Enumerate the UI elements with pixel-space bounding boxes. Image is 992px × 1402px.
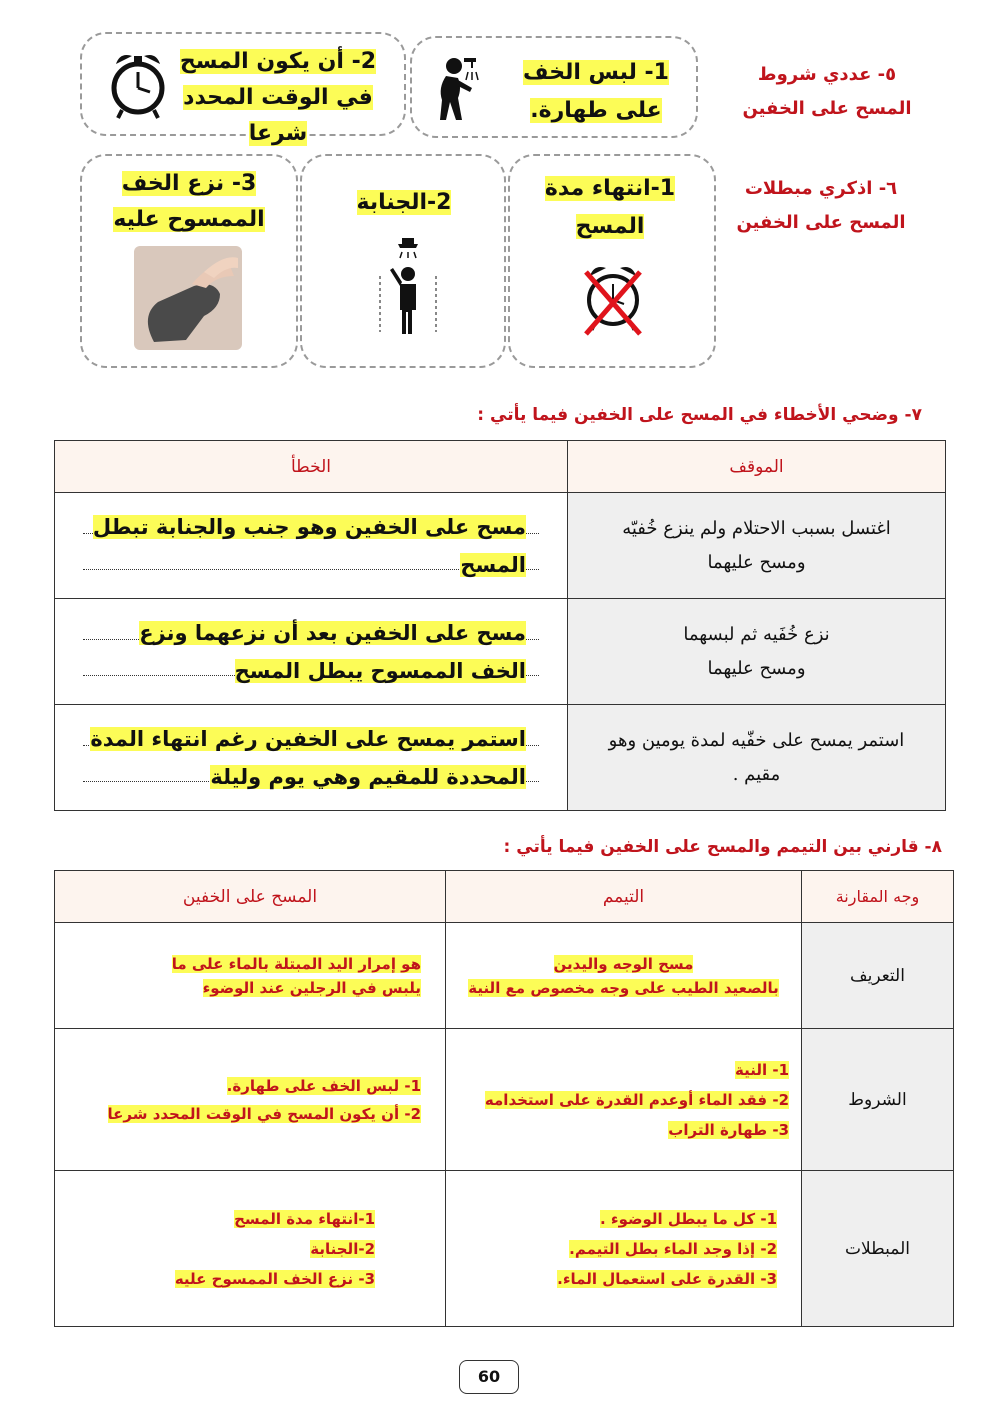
q7-header-situation: الموقف bbox=[568, 441, 946, 493]
q8-mash-conditions: 1- لبس الخف على طهارة. 2- أن يكون المسح في الوقت المحدد شرعا bbox=[55, 1029, 446, 1171]
q8-aspect-nullifiers: المبطلات bbox=[802, 1171, 954, 1327]
q8-table bbox=[54, 870, 954, 1327]
q7-error-1: مسح على الخفين وهو جنب والجنابة تبطل المسح bbox=[92, 514, 526, 577]
q8-mash-definition: هو إمرار اليد المبتلة بالماء على ما يلبس في الرجلين عند الوضوء bbox=[55, 923, 446, 1029]
q7-error-3: استمر يمسح على الخفين رغم انتهاء المدة المحددة للمقيم وهي يوم وليلة bbox=[90, 726, 526, 789]
q7-table bbox=[54, 440, 946, 811]
q5-question: ٥- عددي شروط المسح على الخفين bbox=[742, 64, 912, 119]
q5-answer-box-2 bbox=[80, 32, 406, 146]
q6-answer-box-3 bbox=[80, 154, 298, 368]
q8-aspect-conditions: الشروط bbox=[802, 1029, 954, 1171]
q6-answer-2: 2-الجنابة bbox=[356, 190, 452, 215]
q6-answer-1: 1-انتهاء مدة المسح bbox=[544, 176, 676, 239]
q6-answer-box-1 bbox=[508, 154, 716, 368]
q8-tayammum-conditions: 1- النية 2- فقد الماء أوعدم القدرة على استخدامه 3- طهارة التراب bbox=[446, 1029, 802, 1171]
crossed-alarm-clock-icon bbox=[580, 258, 646, 342]
alarm-clock-icon bbox=[110, 46, 166, 126]
q8-header-tayammum: التيمم bbox=[446, 871, 802, 923]
q8-header-aspect: وجه المقارنة bbox=[802, 871, 954, 923]
sock-removal-image bbox=[134, 246, 242, 354]
shower-icon bbox=[378, 236, 438, 340]
q8-tayammum-nullifiers: 1- كل ما يبطل الوضوء . 2- إذا وجد الماء بطل التيمم. 3- القدرة على استعمال الماء. bbox=[446, 1171, 802, 1327]
q7-situation-1: اغتسل بسبب الاحتلام ولم ينزع خُفيّه ومسح عليهما bbox=[568, 493, 946, 599]
q7-situation-2: نزع خُفَيه ثم لبسهما ومسح عليهما bbox=[568, 599, 946, 705]
q7-title: ٧- وضحي الأخطاء في المسح على الخفين فيما يأتي : bbox=[477, 405, 922, 425]
q5-answer-1: 1- لبس الخف على طهارة. bbox=[523, 60, 669, 123]
q8-header-mash: المسح على الخفين bbox=[55, 871, 446, 923]
q7-error-cell-2 bbox=[55, 599, 568, 705]
person-washing-icon bbox=[428, 54, 480, 126]
q7-situation-3: استمر يمسح على خفّيه لمدة يومين وهو مقيم . bbox=[568, 705, 946, 811]
q8-title: ٨- قارني بين التيمم والمسح على الخفين فيما يأتي : bbox=[503, 837, 942, 857]
q6-answer-box-2 bbox=[300, 154, 506, 368]
q8-aspect-definition: التعريف bbox=[802, 923, 954, 1029]
q5-answer-box-1 bbox=[410, 36, 698, 138]
q7-error-cell-3 bbox=[55, 705, 568, 811]
q5-answer-2: 2- أن يكون المسح في الوقت المحدد شرعا bbox=[179, 49, 377, 146]
q6-question: ٦- اذكري مبطلات المسح على الخفين bbox=[736, 178, 906, 233]
q7-header-error: الخطأ bbox=[55, 441, 568, 493]
q6-answer-3: 3- نزع الخف الممسوح عليه bbox=[113, 171, 265, 232]
q7-error-2: مسح على الخفين بعد أن نزعهما ونزع الخف الممسوح يبطل المسح bbox=[139, 620, 526, 683]
q8-mash-nullifiers: 1-انتهاء مدة المسح 2-الجنابة 3- نزع الخف الممسوح عليه bbox=[55, 1171, 446, 1327]
q7-error-cell-1 bbox=[55, 493, 568, 599]
q8-tayammum-definition: مسح الوجه واليدين بالصعيد الطيب على وجه مخصوص مع النية bbox=[446, 923, 802, 1029]
page-number: 60 bbox=[459, 1360, 519, 1394]
